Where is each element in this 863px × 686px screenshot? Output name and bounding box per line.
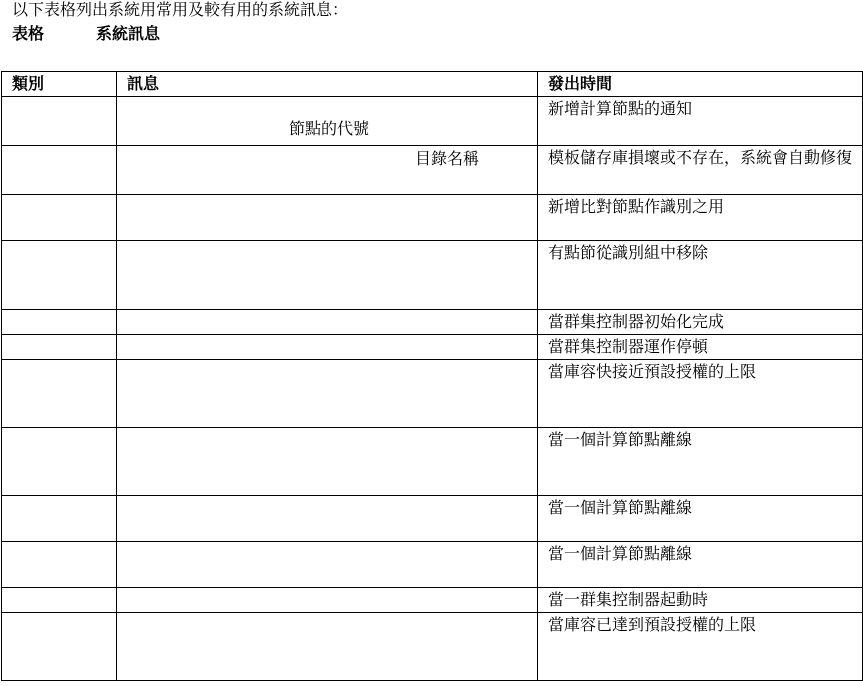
table-row [2, 195, 863, 241]
category-cell [2, 542, 117, 588]
table-row [2, 310, 863, 335]
table-row [2, 360, 863, 428]
caption-title: 系統訊息 [96, 24, 161, 43]
category-cell [2, 146, 117, 195]
intro-paragraph: 以下表格列出系統用常用及較有用的系統訊息： [12, 0, 349, 19]
category-cell [2, 613, 117, 681]
header-message: 訊息 [117, 72, 538, 97]
table-caption [12, 24, 161, 44]
table-row [2, 146, 863, 195]
message-cell [117, 428, 538, 496]
table-row [2, 613, 863, 681]
category-cell [2, 360, 117, 428]
message-cell [117, 613, 538, 681]
category-cell [2, 496, 117, 542]
system-messages-table [1, 71, 863, 681]
category-cell [2, 97, 117, 146]
time-cell: 當群集控制器運作停頓 [538, 335, 863, 360]
category-cell [2, 588, 117, 613]
time-cell: 模板儲存庫損壞或不存在，系統會自動修復 [538, 146, 863, 195]
message-cell [117, 496, 538, 542]
message-cell [117, 542, 538, 588]
time-cell: 當一群集控制器起動時 [538, 588, 863, 613]
table-header-row [2, 72, 863, 97]
message-text: 目錄名稱 [415, 149, 480, 168]
time-cell: 當庫容已達到預設授權的上限 [538, 613, 863, 681]
message-cell [117, 335, 538, 360]
table-row [2, 428, 863, 496]
message-text: 節點的代號 [289, 119, 370, 138]
time-cell: 新增計算節點的通知 [538, 97, 863, 146]
message-cell [117, 195, 538, 241]
category-cell [2, 310, 117, 335]
time-cell: 當一個計算節點離線 [538, 542, 863, 588]
message-cell [117, 310, 538, 335]
message-cell [117, 588, 538, 613]
category-cell [2, 195, 117, 241]
time-cell: 新增比對節點作識別之用 [538, 195, 863, 241]
table-row [2, 588, 863, 613]
message-cell [117, 146, 538, 195]
table-row [2, 335, 863, 360]
category-cell [2, 241, 117, 310]
header-time: 發出時間 [538, 72, 863, 97]
time-cell: 當庫容快接近預設授權的上限 [538, 360, 863, 428]
message-cell [117, 241, 538, 310]
time-cell: 當一個計算節點離線 [538, 428, 863, 496]
time-cell: 當一個計算節點離線 [538, 496, 863, 542]
caption-label: 表格 [12, 24, 45, 43]
category-cell [2, 335, 117, 360]
table-row [2, 97, 863, 146]
message-cell [117, 97, 538, 146]
table-row [2, 241, 863, 310]
category-cell [2, 428, 117, 496]
message-cell [117, 360, 538, 428]
time-cell: 當群集控制器初始化完成 [538, 310, 863, 335]
time-cell: 有點節從識別組中移除 [538, 241, 863, 310]
header-category: 類別 [2, 72, 117, 97]
table-row [2, 496, 863, 542]
table-row [2, 542, 863, 588]
